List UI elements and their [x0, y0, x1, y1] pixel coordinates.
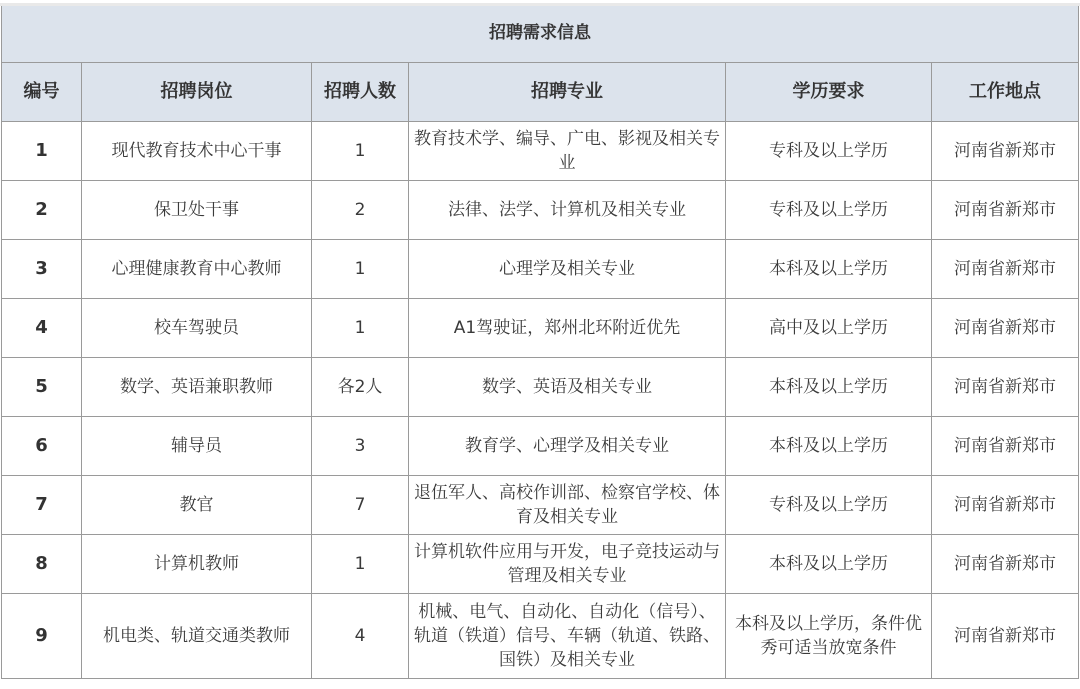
- cell-major: 计算机软件应用与开发，电子竞技运动与管理及相关专业: [409, 535, 726, 594]
- cell-position: 机电类、轨道交通类教师: [82, 594, 312, 679]
- cell-education: 本科及以上学历，条件优秀可适当放宽条件: [726, 594, 932, 679]
- cell-id: 2: [2, 181, 82, 240]
- cell-position: 数学、英语兼职教师: [82, 358, 312, 417]
- table-row: [2, 358, 1079, 417]
- cell-position: 保卫处干事: [82, 181, 312, 240]
- cell-id: 7: [2, 476, 82, 535]
- cell-major: 数学、英语及相关专业: [409, 358, 726, 417]
- cell-major: 法律、法学、计算机及相关专业: [409, 181, 726, 240]
- cell-education: 本科及以上学历: [726, 417, 932, 476]
- cell-count: 3: [312, 417, 409, 476]
- cell-id: 1: [2, 122, 82, 181]
- cell-position: 教官: [82, 476, 312, 535]
- cell-location: 河南省新郑市: [932, 417, 1079, 476]
- cell-count: 4: [312, 594, 409, 679]
- cell-major: 教育学、心理学及相关专业: [409, 417, 726, 476]
- cell-count: 2: [312, 181, 409, 240]
- cell-count: 1: [312, 299, 409, 358]
- table-row: [2, 299, 1079, 358]
- cell-location: 河南省新郑市: [932, 181, 1079, 240]
- recruitment-table: [1, 3, 1079, 679]
- table-row: [2, 181, 1079, 240]
- cell-id: 8: [2, 535, 82, 594]
- header-location: 工作地点: [932, 63, 1079, 122]
- cell-id: 3: [2, 240, 82, 299]
- cell-education: 专科及以上学历: [726, 181, 932, 240]
- cell-location: 河南省新郑市: [932, 299, 1079, 358]
- cell-id: 4: [2, 299, 82, 358]
- table-row: [2, 535, 1079, 594]
- recruitment-table-container: [0, 3, 1080, 689]
- table-row: [2, 417, 1079, 476]
- cell-location: 河南省新郑市: [932, 594, 1079, 679]
- header-major: 招聘专业: [409, 63, 726, 122]
- cell-position: 心理健康教育中心教师: [82, 240, 312, 299]
- cell-id: 6: [2, 417, 82, 476]
- cell-location: 河南省新郑市: [932, 122, 1079, 181]
- cell-education: 专科及以上学历: [726, 122, 932, 181]
- cell-location: 河南省新郑市: [932, 240, 1079, 299]
- table-header-row: [2, 63, 1079, 122]
- table-row: [2, 476, 1079, 535]
- cell-education: 本科及以上学历: [726, 535, 932, 594]
- cell-location: 河南省新郑市: [932, 535, 1079, 594]
- table-title-row: [2, 4, 1079, 63]
- table-title: 招聘需求信息: [2, 4, 1079, 63]
- cell-position: 现代教育技术中心干事: [82, 122, 312, 181]
- cell-count: 7: [312, 476, 409, 535]
- cell-position: 校车驾驶员: [82, 299, 312, 358]
- table-row: [2, 240, 1079, 299]
- cell-position: 辅导员: [82, 417, 312, 476]
- cell-major: 退伍军人、高校作训部、检察官学校、体育及相关专业: [409, 476, 726, 535]
- cell-count: 1: [312, 122, 409, 181]
- cell-count: 1: [312, 535, 409, 594]
- cell-education: 本科及以上学历: [726, 240, 932, 299]
- cell-position: 计算机教师: [82, 535, 312, 594]
- cell-id: 5: [2, 358, 82, 417]
- header-id: 编号: [2, 63, 82, 122]
- cell-location: 河南省新郑市: [932, 358, 1079, 417]
- cell-education: 高中及以上学历: [726, 299, 932, 358]
- header-education: 学历要求: [726, 63, 932, 122]
- cell-count: 1: [312, 240, 409, 299]
- cell-location: 河南省新郑市: [932, 476, 1079, 535]
- cell-major: 心理学及相关专业: [409, 240, 726, 299]
- top-divider: [0, 3, 1080, 6]
- cell-id: 9: [2, 594, 82, 679]
- cell-major: A1驾驶证，郑州北环附近优先: [409, 299, 726, 358]
- cell-education: 本科及以上学历: [726, 358, 932, 417]
- cell-major: 机械、电气、自动化、自动化（信号）、轨道（铁道）信号、车辆（轨道、铁路、国铁）及相关专业: [409, 594, 726, 679]
- header-position: 招聘岗位: [82, 63, 312, 122]
- cell-education: 专科及以上学历: [726, 476, 932, 535]
- table-row: [2, 122, 1079, 181]
- cell-major: 教育技术学、编导、广电、影视及相关专业: [409, 122, 726, 181]
- cell-count: 各2人: [312, 358, 409, 417]
- table-row: [2, 594, 1079, 679]
- header-count: 招聘人数: [312, 63, 409, 122]
